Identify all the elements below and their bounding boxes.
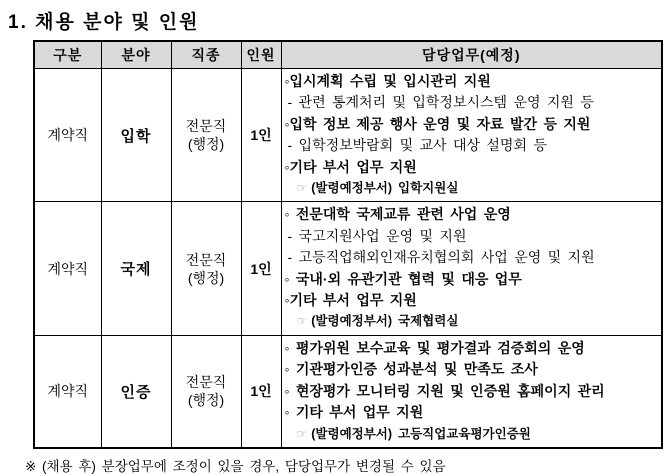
duty-bullet-line: ◦ 현장평가 모니터링 지원 및 인증원 홈페이지 관리 [284, 382, 605, 399]
header-cell-3: 인원 [241, 41, 281, 69]
footnote: ※ (채용 후) 분장업무에 조정이 있을 경우, 담당업무가 변경될 수 있음 [25, 458, 446, 474]
table-row [34, 335, 662, 448]
header-cell-1: 분야 [101, 41, 171, 69]
category-cell: 계약직 [34, 69, 101, 202]
duty-bullet-line: ◦입시계획 수립 및 입시관리 지원 [284, 73, 491, 89]
duty-bullet-line: ◦기타 부서 업무 지원 [284, 292, 417, 309]
field-cell: 국제 [101, 202, 171, 335]
header-cell-2: 직종 [171, 41, 241, 69]
duty-bullet-line: ◦ 국내·외 유관기관 협력 및 대응 업무 [284, 270, 522, 287]
duty-bullet-line: ◦기타 부서 업무 지원 [284, 158, 417, 175]
duty-note-text: (발령예정부서) 고등직업교육평가인증원 [311, 426, 531, 441]
headcount-cell: 1인 [241, 69, 281, 202]
field-cell: 인증 [101, 335, 171, 448]
duty-bullet-line: ◦입학 정보 제공 행사 운영 및 자료 발간 등 지원 [284, 115, 591, 132]
category-cell: 계약직 [34, 202, 101, 335]
document-page [0, 7, 672, 474]
header-cell-4: 담당업무(예정) [281, 41, 662, 69]
header-cell-0: 구분 [34, 41, 101, 69]
category-cell: 계약직 [34, 335, 101, 448]
table-body [34, 69, 662, 448]
field-cell: 입학 [101, 69, 171, 202]
duty-note-text: (발령예정부서) 국제협력실 [311, 314, 459, 329]
headcount-cell: 1인 [241, 335, 281, 448]
duty-note-text: (발령예정부서) 입학지원실 [311, 181, 459, 196]
duty-note-line [282, 424, 660, 445]
table-row [34, 69, 662, 202]
duty-note-line [282, 178, 660, 199]
duties-cell [281, 335, 662, 448]
pointing-hand-icon: ☞ [296, 426, 308, 441]
pointing-hand-icon: ☞ [296, 181, 308, 196]
table-row [34, 202, 662, 335]
headcount-cell: 1인 [241, 202, 281, 335]
duty-note-line [282, 311, 660, 332]
duty-sub-line: - 입학정보박람회 및 교사 대상 설명회 등 [287, 137, 547, 154]
pointing-hand-icon: ☞ [296, 314, 308, 329]
recruitment-table [33, 40, 663, 449]
jobtype-line: 전문직 [185, 251, 227, 268]
jobtype-line: (행정) [187, 392, 225, 409]
jobtype-line: 전문직 [185, 118, 227, 135]
duty-sub-line: - 고등직업해외인재유치협의회 사업 운영 및 지원 [287, 249, 595, 266]
jobtype-cell [171, 202, 241, 335]
duty-bullet-line: ◦ 기타 부서 업무 지원 [284, 404, 424, 421]
duty-sub-line: - 관련 통계처리 및 입학정보시스템 운영 지원 등 [287, 94, 594, 111]
jobtype-cell [171, 335, 241, 448]
duty-bullet-line: ◦ 전문대학 국제교류 관련 사업 운영 [284, 206, 511, 223]
duty-bullet-line: ◦ 평가위원 보수교육 및 평가결과 검증회의 운영 [284, 339, 585, 356]
duties-cell [281, 69, 662, 202]
table-header-row [34, 41, 662, 69]
jobtype-cell [171, 69, 241, 202]
duties-cell [281, 202, 662, 335]
duty-sub-line: - 국고지원사업 운영 및 지원 [287, 227, 467, 244]
jobtype-line: (행정) [187, 269, 225, 286]
jobtype-line: (행정) [187, 136, 225, 153]
jobtype-line: 전문직 [185, 374, 227, 391]
duty-bullet-line: ◦ 기관평가인증 성과분석 및 만족도 조사 [284, 361, 538, 378]
page-title: 1. 채용 분야 및 인원 [8, 12, 200, 33]
